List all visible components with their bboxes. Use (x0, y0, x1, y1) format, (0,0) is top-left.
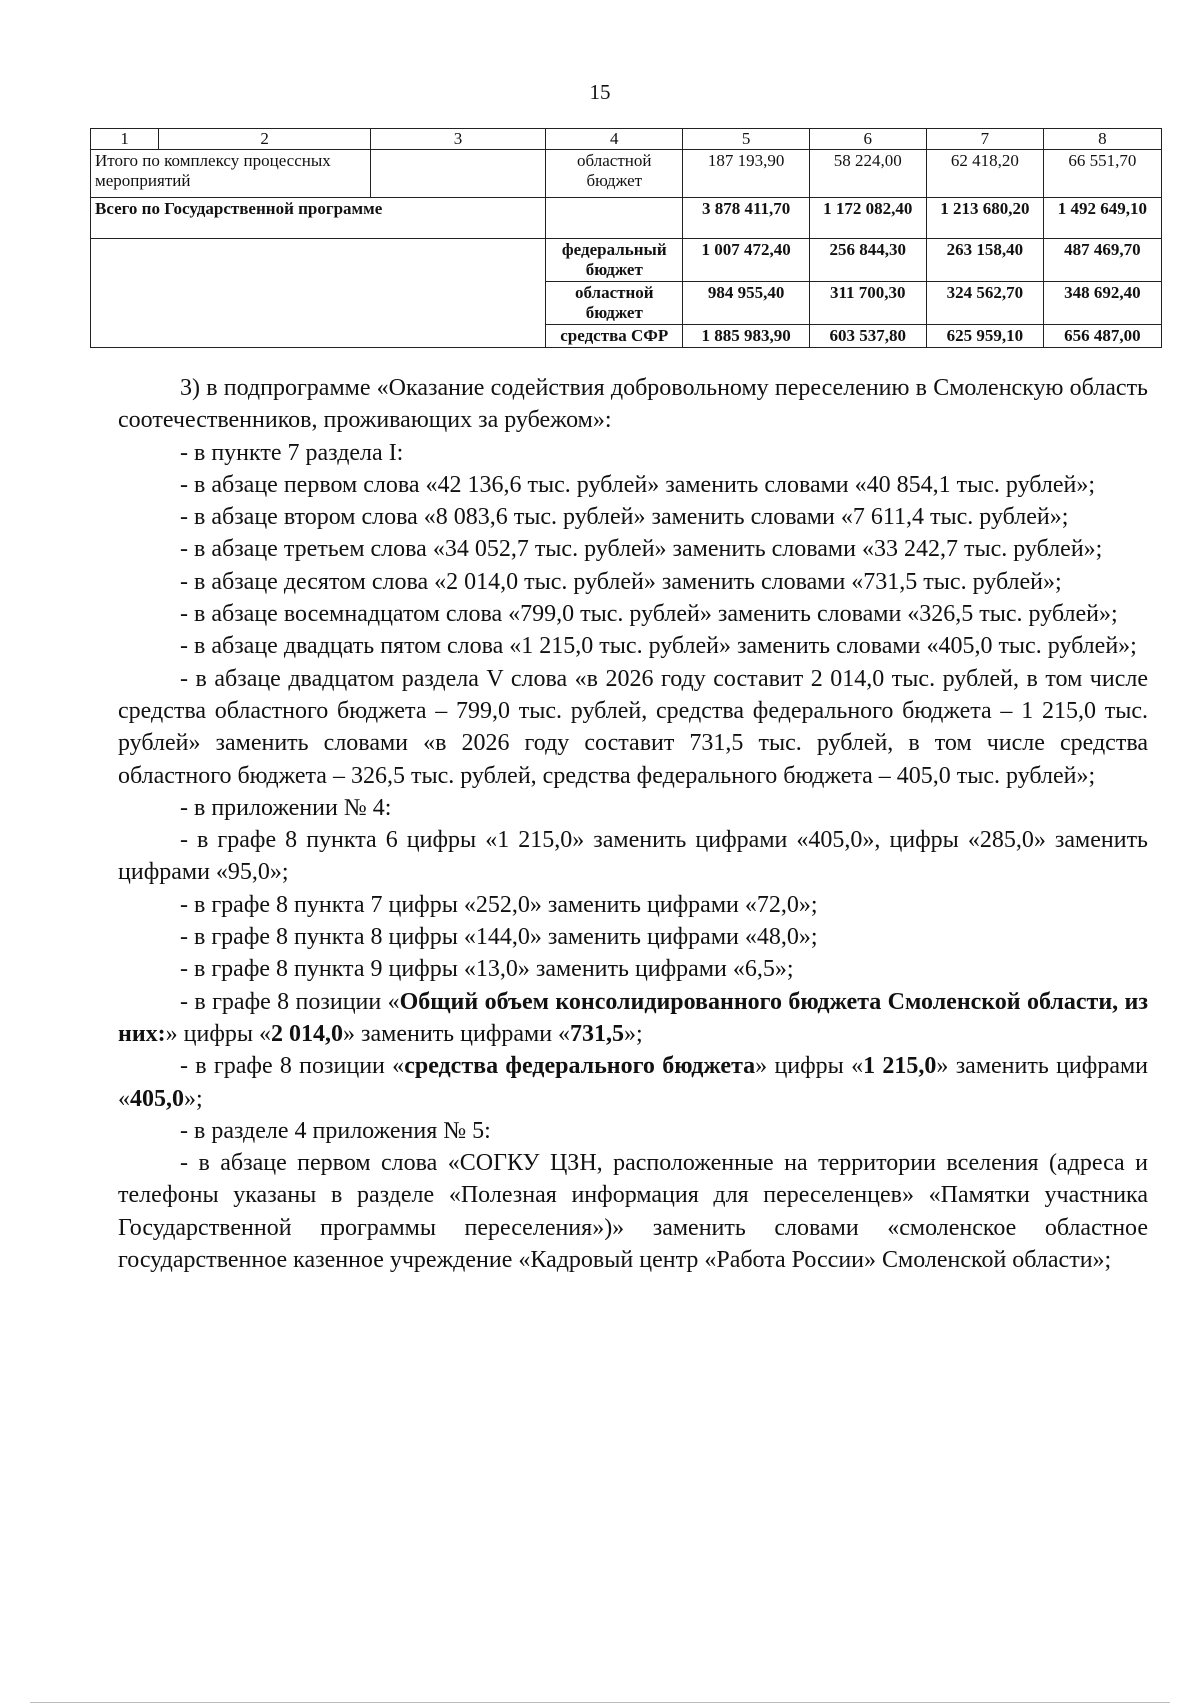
value-cell: 263 158,40 (926, 239, 1043, 282)
bold-text: Общий объем консолидированного бюджета Смоленской области, из них: (118, 988, 1149, 1047)
empty-cell (546, 198, 683, 239)
source-cell: средства СФР (546, 325, 683, 348)
table-header-row (91, 129, 1162, 150)
value-cell: 62 418,20 (926, 150, 1043, 198)
paragraph: - в графе 8 пункта 6 цифры «1 215,0» заменить цифрами «405,0», цифры «285,0» заменить цифрами «95,0»; (118, 827, 1148, 886)
column-header: 7 (926, 129, 1043, 150)
document-body (118, 372, 1148, 1276)
empty-cell (370, 150, 545, 198)
column-header: 6 (809, 129, 926, 150)
paragraph: - в пункте 7 раздела I: (180, 439, 404, 466)
value-cell: 1 492 649,10 (1043, 198, 1161, 239)
row-title: Итого по комплексу процессных мероприятий (91, 150, 371, 198)
column-header: 4 (546, 129, 683, 150)
column-header: 5 (683, 129, 809, 150)
value-cell: 625 959,10 (926, 325, 1043, 348)
column-header: 8 (1043, 129, 1161, 150)
value-cell: 603 537,80 (809, 325, 926, 348)
source-cell: федеральный бюджет (546, 239, 683, 282)
row-title: Всего по Государственной программе (91, 198, 546, 239)
paragraph: - в графе 8 пункта 7 цифры «252,0» заменить цифрами «72,0»; (180, 891, 818, 918)
value-cell: 66 551,70 (1043, 150, 1161, 198)
paragraph: - в абзаце первом слова «42 136,6 тыс. рублей» заменить словами «40 854,1 тыс. рублей»; (180, 471, 1096, 498)
paragraph: - в приложении № 4: (180, 794, 392, 821)
paragraph: - в абзаце первом слова «СОГКУ ЦЗН, расположенные на территории вселения (адреса и телефоны указаны в разделе «Полезная информация для переселенцев» «Памятки участника Государственной программы переселения»)» заменить словами «смоленское областное государственное казенное учреждение «Кадровый центр «Работа России» Смоленской области»; (118, 1150, 1148, 1274)
paragraph-consolidated-budget (118, 986, 1148, 1051)
paragraph: - в абзаце восемнадцатом слова «799,0 тыс. рублей» заменить словами «326,5 тыс. рублей»; (180, 601, 1118, 628)
page-bottom-edge (30, 1702, 1170, 1703)
paragraph: - в абзаце десятом слова «2 014,0 тыс. рублей» заменить словами «731,5 тыс. рублей»; (180, 568, 1062, 595)
value-cell: 311 700,30 (809, 282, 926, 325)
source-cell: областной бюджет (546, 150, 683, 198)
bold-text: 2 014,0 (271, 1020, 344, 1047)
budget-table (90, 128, 1162, 348)
bold-text: средства федерального бюджета (404, 1053, 756, 1080)
paragraph: - в абзаце двадцать пятом слова «1 215,0 тыс. рублей» заменить словами «405,0 тыс. рублей»; (180, 633, 1137, 660)
bold-text: 1 215,0 (863, 1053, 937, 1080)
value-cell: 1 172 082,40 (809, 198, 926, 239)
bold-text: 731,5 (570, 1020, 625, 1047)
value-cell: 58 224,00 (809, 150, 926, 198)
value-cell: 1 885 983,90 (683, 325, 809, 348)
paragraph: - в абзаце втором слова «8 083,6 тыс. рублей» заменить словами «7 611,4 тыс. рублей»; (180, 504, 1069, 531)
value-cell: 3 878 411,70 (683, 198, 809, 239)
column-header: 2 (159, 129, 371, 150)
paragraph: - в абзаце двадцатом раздела V слова «в 2026 году составит 2 014,0 тыс. рублей, в том числе средства областного бюджета – 799,0 тыс. рублей, средства федерального бюджета – 1 215,0 тыс. рублей» заменить словами «в 2026 году составит 731,5 тыс. рублей, в том числе средства областного бюджета – 326,5 тыс. рублей, средства федерального бюджета – 405,0 тыс. рублей»; (118, 665, 1148, 789)
table-row-complex (91, 150, 1162, 198)
value-cell: 324 562,70 (926, 282, 1043, 325)
paragraph: - в графе 8 пункта 8 цифры «144,0» заменить цифрами «48,0»; (180, 924, 818, 951)
source-cell: областной бюджет (546, 282, 683, 325)
table-row-federal (91, 239, 1162, 282)
column-header: 1 (91, 129, 159, 150)
text-run: » заменить цифрами « (343, 1020, 571, 1047)
value-cell: 187 193,90 (683, 150, 809, 198)
paragraph: - в разделе 4 приложения № 5: (180, 1117, 491, 1144)
value-cell: 256 844,30 (809, 239, 926, 282)
page-number: 15 (589, 80, 611, 104)
text-run: » заменить цифрами « (118, 1053, 1149, 1112)
column-header: 3 (370, 129, 545, 150)
text-run: - в графе 8 позиции « (180, 988, 400, 1015)
paragraph: - в абзаце третьем слова «34 052,7 тыс. рублей» заменить словами «33 242,7 тыс. рублей»; (180, 536, 1103, 563)
text-run: »; (624, 1020, 643, 1047)
text-run: »; (184, 1085, 203, 1112)
paragraph: - в графе 8 пункта 9 цифры «13,0» заменить цифрами «6,5»; (180, 956, 794, 983)
value-cell: 487 469,70 (1043, 239, 1161, 282)
paragraph: 3) в подпрограмме «Оказание содействия добровольному переселению в Смоленскую область соотечественников, проживающих за рубежом»: (118, 375, 1148, 434)
text-run: - в графе 8 позиции « (180, 1053, 405, 1080)
empty-cell (91, 239, 546, 348)
text-run: » цифры « (755, 1053, 864, 1080)
value-cell: 984 955,40 (683, 282, 809, 325)
value-cell: 348 692,40 (1043, 282, 1161, 325)
text-run: » цифры « (165, 1020, 272, 1047)
value-cell: 1 007 472,40 (683, 239, 809, 282)
bold-text: 405,0 (130, 1085, 184, 1112)
paragraph-federal-budget (118, 1050, 1148, 1115)
value-cell: 1 213 680,20 (926, 198, 1043, 239)
table-row-total (91, 198, 1162, 239)
value-cell: 656 487,00 (1043, 325, 1161, 348)
